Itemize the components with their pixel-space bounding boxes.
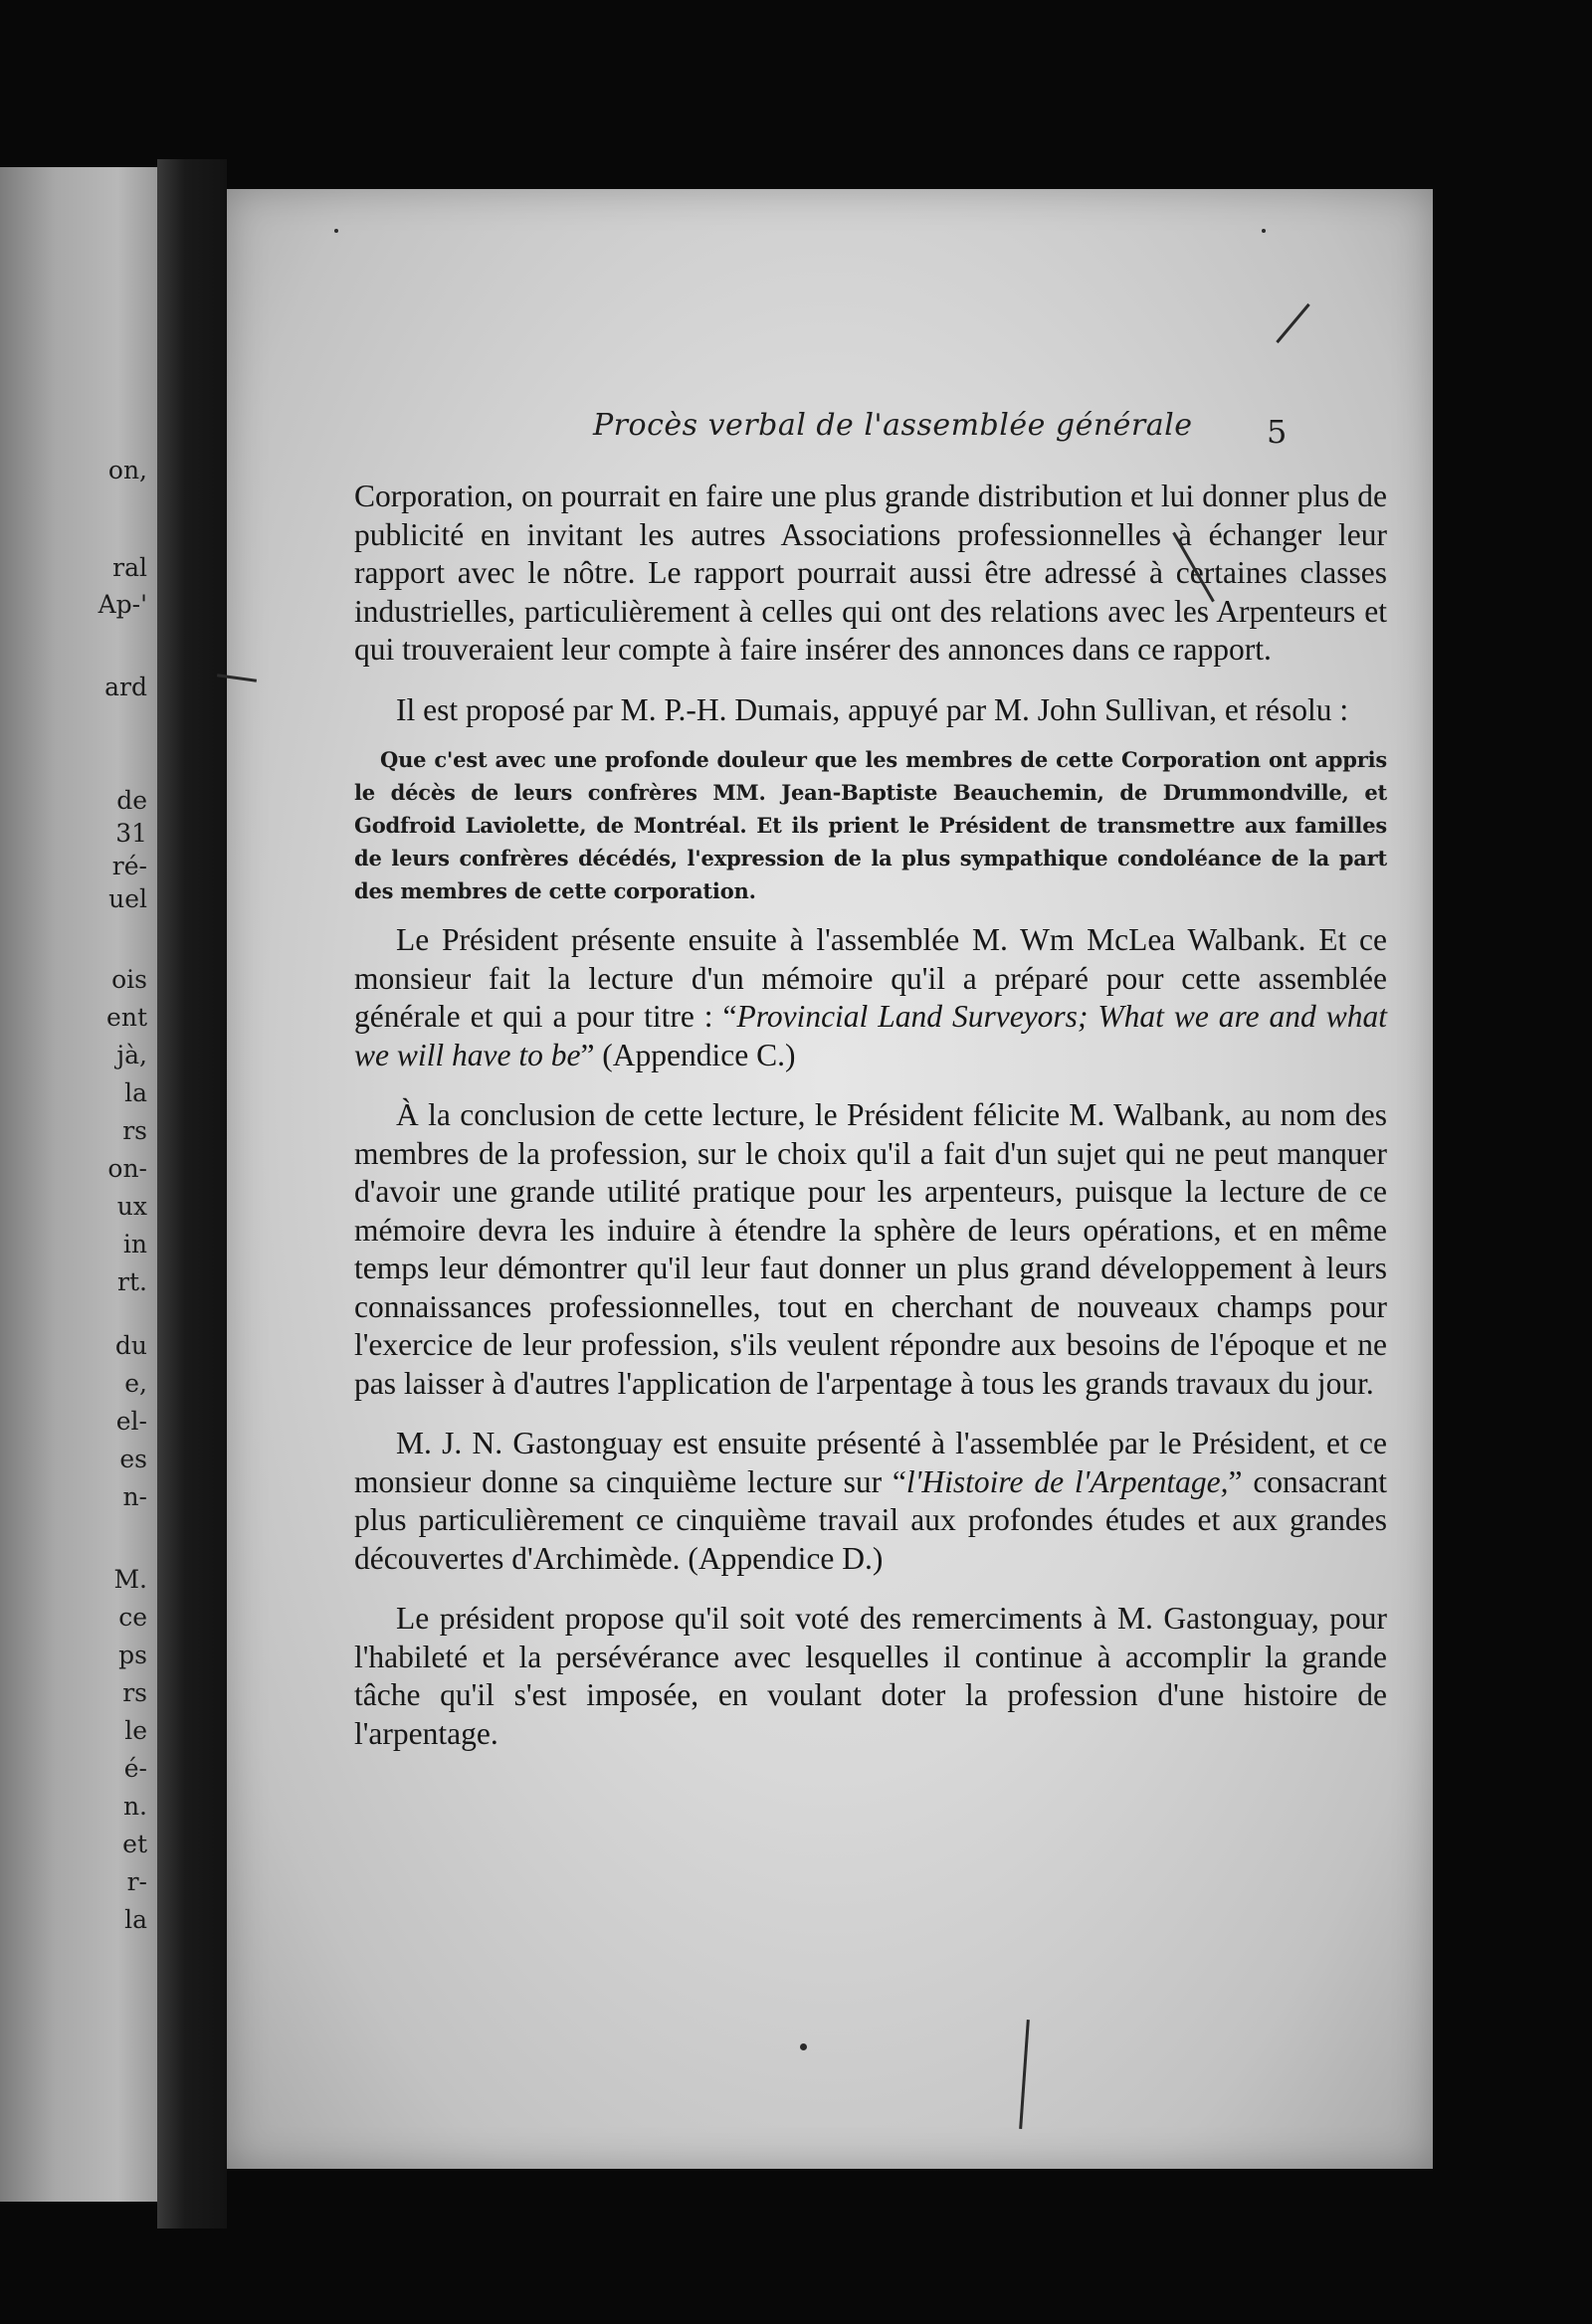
- paragraph-motion: Il est proposé par M. P.-H. Dumais, appuyé par M. John Sullivan, et résolu :: [396, 691, 1349, 727]
- left-page-fragment: ce: [118, 1603, 147, 1632]
- dust-speck: [1262, 229, 1266, 233]
- paragraph-corporation-report: Corporation, on pourrait en faire une plus grande distribution et lui donner plus de publicité en invitant les autres Associations professionnelles à échanger leur rapport avec le nôtre. Le rapport pourrait aussi être adressé à certaines classes industrielles, particulièrement à celles qui ont des relations avec les Arpenteurs et qui trouveraient leur compte à faire insérer des annonces dans ce rapport.: [354, 479, 1387, 667]
- left-page-fragment: 31: [115, 819, 147, 848]
- left-page-fragment: r-: [126, 1867, 147, 1896]
- gastonguay-lecture-title: l'Histoire de l'Arpentage,: [905, 1463, 1229, 1499]
- left-facing-page: [0, 167, 157, 2202]
- left-page-fragment: rt.: [117, 1267, 147, 1296]
- left-page-fragment: jà,: [116, 1041, 147, 1069]
- left-page-fragment: de: [116, 786, 147, 815]
- gastonguay-text-end: ” consacrant plus particulièrement ce cinquième travail aux profondes études et aux grandes découvertes d'Archimède. (Appendice D.): [354, 1463, 1387, 1576]
- gastonguay-text-start: M. J. N. Gastonguay est ensuite présenté à l'assemblée par le Président, et ce monsieur donne sa cinquième lecture sur “: [354, 1426, 1387, 1499]
- pencil-mark-bottom: [1019, 2020, 1030, 2129]
- left-page-fragment: ps: [118, 1641, 147, 1669]
- left-page-fragment: et: [122, 1830, 147, 1858]
- main-page: [227, 189, 1433, 2169]
- book-gutter: [157, 159, 227, 2228]
- running-head: Procès verbal de l'assemblée générale: [593, 408, 1193, 443]
- left-page-fragment: rs: [122, 1116, 147, 1145]
- left-page-fragment: le: [124, 1716, 147, 1745]
- paragraph-thanks-motion: Le président propose qu'il soit voté des remerciments à M. Gastonguay, pour l'habileté et la persévérance avec lesquelles il continue à accomplir la grande tâche qu'il s'est imposée, en voulant doter la profession d'une histoire de l'arpentage.: [354, 1601, 1387, 1751]
- left-page-fragment: M.: [113, 1565, 147, 1594]
- dust-speck: [800, 2043, 807, 2050]
- left-page-fragment: la: [124, 1078, 147, 1107]
- left-page-fragment: rs: [122, 1678, 147, 1707]
- walbank-text-start: Le Président présente ensuite à l'assemblée M. Wm McLea Walbank. Et ce monsieur fait la lecture d'un mémoire qu'il a préparé pour cette assemblée générale et qui a pour titre : “: [354, 922, 1387, 1034]
- pencil-mark-page-corner: [1276, 303, 1309, 343]
- left-page-fragment: Ap-': [98, 590, 147, 619]
- paragraph-walbank-presentation: [354, 921, 1387, 1074]
- left-page-fragment: ard: [104, 673, 147, 701]
- left-page-fragment: n.: [122, 1792, 147, 1821]
- left-page-fragment: e,: [124, 1369, 147, 1398]
- left-page-fragment: ent: [106, 1003, 147, 1032]
- left-page-fragment: la: [124, 1905, 147, 1934]
- body-text: [354, 478, 1387, 1753]
- walbank-text-end: ” (Appendice C.): [580, 1037, 796, 1072]
- left-page-fragment: é-: [123, 1754, 147, 1783]
- left-page-fragment: ux: [116, 1192, 147, 1221]
- left-page-fragment: ral: [112, 553, 147, 582]
- left-page-fragment: uel: [108, 884, 147, 913]
- paragraph-resolution-condolence: Que c'est avec une profonde douleur que les membres de cette Corporation ont appris le décès de leurs confrères MM. Jean-Baptiste Beauchemin, de Drummondville, et Godfroid Laviolette, de Montréal. Et ils prient le Président de transmettre aux familles de leurs confrères décédés, l'expression de la plus sympathique condoléance de la part des membres de cette corporation.: [354, 747, 1387, 903]
- left-page-fragment: ois: [111, 965, 147, 994]
- page-number: 5: [1267, 413, 1288, 451]
- left-page-fragment: on,: [107, 456, 147, 484]
- left-page-fragment: n-: [122, 1482, 147, 1511]
- left-page-fragment: el-: [115, 1407, 147, 1436]
- left-page-fragment: ré-: [111, 852, 147, 880]
- left-page-fragment: es: [119, 1445, 147, 1473]
- paragraph-walbank-congratulations: À la conclusion de cette lecture, le Président félicite M. Walbank, au nom des membres de la profession, sur le choix qu'il a fait d'un sujet qui ne peut manquer d'avoir une grande utilité pratique pour les arpenteurs, puisque la lecture de ce mémoire devra les induire à étendre la sphère de leurs opérations, et en même temps leur démontrer qu'il leur faut donner un plus grand développement à leurs connaissances professionnelles, tout en cherchant de nouveaux champs pour l'exercice de leur profession, s'ils veulent répondre aux besoins de l'époque et ne pas laisser à d'autres l'application de l'arpentage à tous les grands travaux du jour.: [354, 1097, 1387, 1401]
- walbank-memoir-title: Provincial Land Surveyors; What we are and what we will have to be: [354, 999, 1387, 1072]
- dust-speck: [334, 229, 338, 233]
- left-page-fragment: du: [114, 1331, 147, 1360]
- paragraph-gastonguay-lecture: [354, 1425, 1387, 1578]
- left-page-fragment: in: [122, 1230, 147, 1259]
- left-page-fragment: on-: [107, 1154, 147, 1183]
